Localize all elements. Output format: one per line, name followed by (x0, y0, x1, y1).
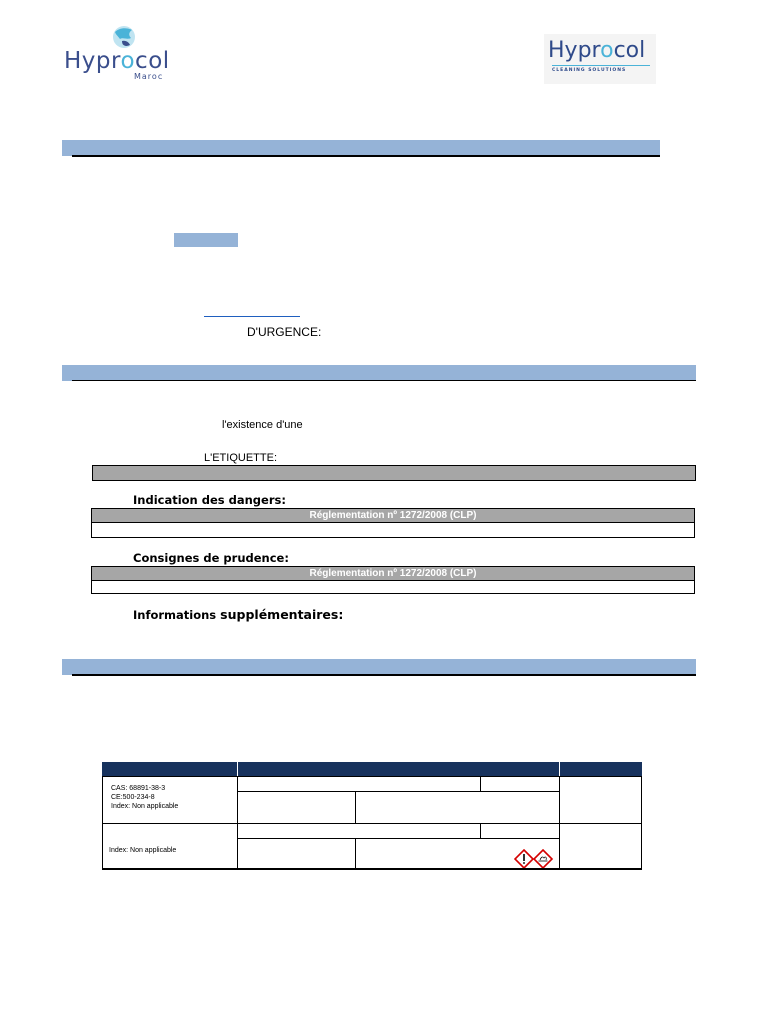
hyprocol-maroc-logo (62, 24, 172, 84)
table-cell (559, 776, 642, 824)
header-divider (237, 762, 238, 776)
index-number: Index: Non applicable (111, 803, 179, 810)
right-logo-divider (552, 65, 650, 66)
precautionary-content (91, 580, 695, 594)
table-row-2-identifiers (102, 823, 238, 869)
precautionary-title: Consignes de prudence: (133, 551, 289, 565)
table-cell (237, 838, 356, 869)
section-3-underline (72, 674, 696, 676)
existence-text: l'existence d'une (222, 419, 303, 431)
section-2-underline (72, 380, 696, 381)
right-logo-tagline: CLEANING SOLUTIONS (552, 68, 627, 73)
section-3-header-bar (62, 659, 696, 675)
hazard-indication-content (91, 522, 695, 538)
section-2-header-bar (62, 365, 696, 381)
precautionary-regulation-header: Réglementation nº 1272/2008 (CLP) (91, 566, 695, 581)
environment-hazard-icon (534, 850, 552, 868)
header-divider (559, 762, 560, 776)
globe-icon (110, 24, 138, 50)
table-cell (559, 823, 642, 869)
table-cell (237, 776, 481, 792)
left-logo-wordmark: Hyprocol (64, 48, 170, 74)
table-cell (355, 791, 560, 824)
right-logo-wordmark: Hyprocol (548, 38, 646, 63)
left-logo-subtitle: Maroc (134, 72, 164, 81)
supplementary-info-title: Informations supplémentaires: (133, 607, 344, 622)
table-row-1-identifiers (102, 776, 238, 824)
ghs-hazard-pictograms (514, 849, 554, 869)
table-cell (237, 791, 356, 824)
hazard-regulation-header: Réglementation nº 1272/2008 (CLP) (91, 508, 695, 523)
highlight-block (174, 233, 238, 247)
section-1-underline (72, 155, 660, 157)
table-cell (480, 776, 560, 792)
label-heading: L'ETIQUETTE: (204, 452, 277, 464)
table-bottom-border (102, 868, 642, 870)
index-number: Index: Non applicable (109, 847, 177, 854)
exclamation-mark-icon (515, 850, 533, 868)
cas-number: CAS: 68891-38-3 (111, 785, 166, 792)
table-cell (237, 823, 481, 839)
label-grey-box (92, 465, 696, 481)
table-header-row (102, 762, 642, 776)
composition-table (102, 762, 642, 870)
section-1-header-bar (62, 140, 660, 156)
table-cell (355, 838, 560, 869)
emergency-label: D'URGENCE: (247, 325, 322, 339)
hyprocol-cleaning-logo (544, 34, 656, 84)
link-underline[interactable] (204, 316, 300, 317)
table-cell (480, 823, 560, 839)
ce-number: CE:500-234-8 (111, 794, 155, 801)
hazard-indication-title: Indication des dangers: (133, 493, 286, 507)
